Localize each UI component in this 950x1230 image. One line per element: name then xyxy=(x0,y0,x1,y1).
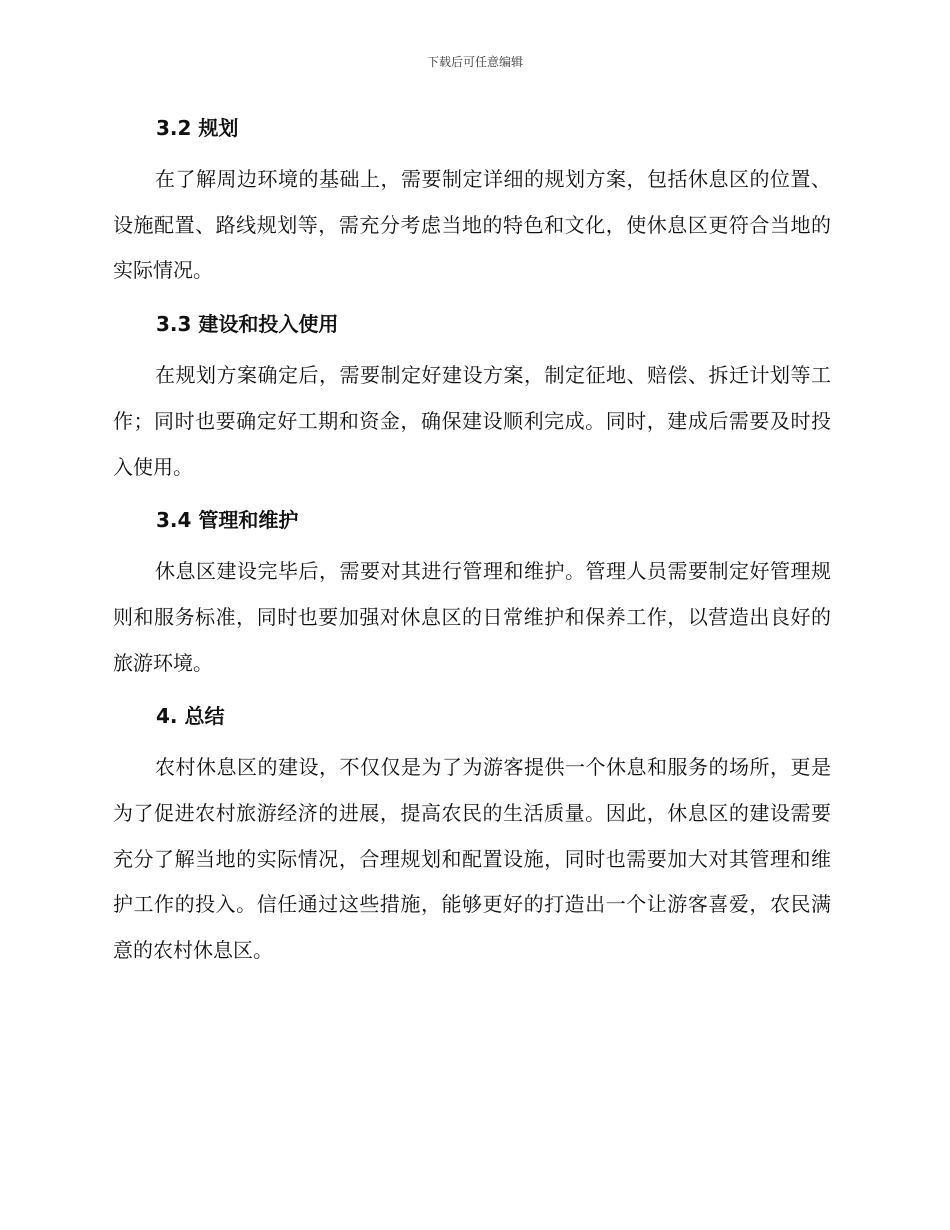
page-header: 下载后可任意编辑 xyxy=(426,55,523,69)
section-3-2 xyxy=(113,112,831,294)
section-heading: 3.2 规划 xyxy=(156,116,239,140)
section-heading: 3.3 建设和投入使用 xyxy=(156,312,339,337)
section-3-4 xyxy=(113,504,831,686)
section-paragraph: 在了解周边环境的基础上，需要制定详细的规划方案，包括休息区的位置、设施配置、路线规划等，需充分考虑当地的特色和文化，使休息区更符合当地的实际情况。 xyxy=(113,167,831,283)
section-3-3 xyxy=(113,308,831,490)
section-paragraph: 农村休息区的建设，不仅仅是为了为游客提供一个休息和服务的场所，更是为了促进农村旅游经济的进展，提高农民的生活质量。因此，休息区的建设需要充分了解当地的实际情况，合理规划和配置设施，同时也需要加大对其管理和维护工作的投入。信任通过这些措施，能够更好的打造出一个让游客喜爱，农民满意的农村休息区。 xyxy=(113,755,831,963)
document-body xyxy=(113,112,831,974)
section-heading: 4. 总结 xyxy=(156,704,225,729)
section-heading: 3.4 管理和维护 xyxy=(156,508,299,533)
section-4 xyxy=(113,700,831,974)
section-paragraph: 休息区建设完毕后，需要对其进行管理和维护。管理人员需要制定好管理规则和服务标准，同时也要加强对休息区的日常维护和保养工作，以营造出良好的旅游环境。 xyxy=(113,559,831,675)
section-paragraph: 在规划方案确定后，需要制定好建设方案，制定征地、赔偿、拆迁计划等工作；同时也要确定好工期和资金，确保建设顺利完成。同时，建成后需要及时投入使用。 xyxy=(113,363,831,479)
